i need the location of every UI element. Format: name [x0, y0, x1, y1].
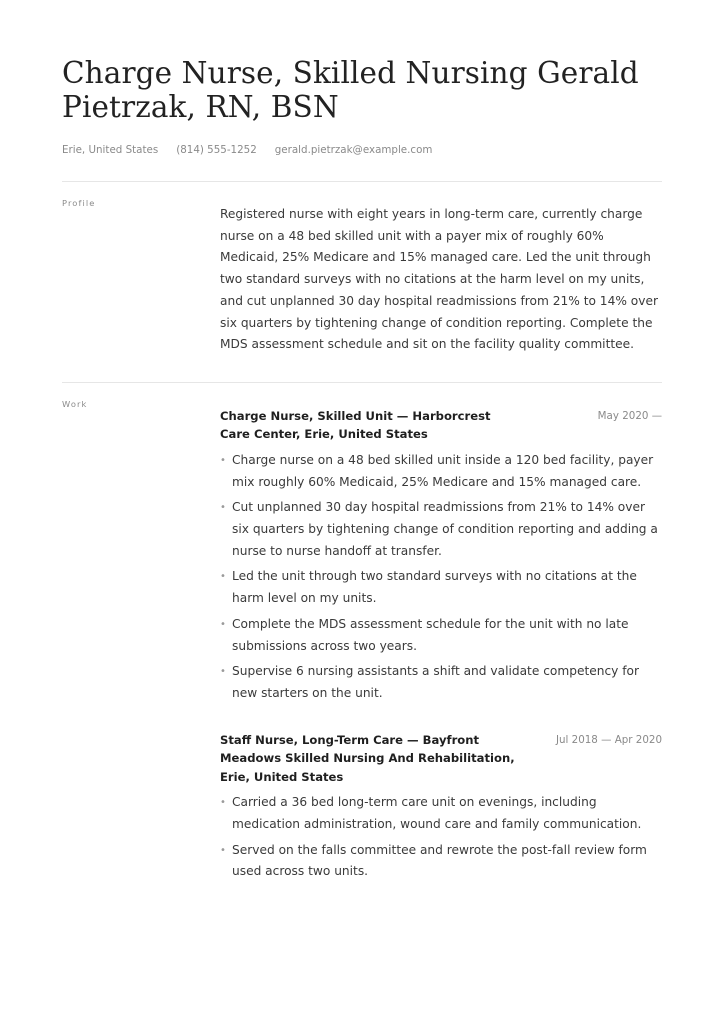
- bullet-dot-icon: •: [220, 844, 226, 856]
- job-bullet: [220, 661, 662, 704]
- job-dates: Jul 2018 — Apr 2020: [555, 733, 662, 746]
- job-bullet-list: [220, 792, 662, 883]
- job-bullet-text: Led the unit through two standard surveys with no citations at the harm level on my units.: [232, 569, 637, 606]
- job-header: [220, 731, 662, 787]
- job-entry: [220, 407, 662, 705]
- work-body: [220, 397, 662, 887]
- contact-line: [62, 143, 662, 157]
- bullet-dot-icon: •: [220, 571, 226, 583]
- location-text: Erie, United States: [62, 144, 159, 156]
- phone-text: (814) 555-1252: [176, 144, 257, 156]
- bullet-dot-icon: •: [220, 797, 226, 809]
- job-bullet-text: Served on the falls committee and rewrote the post-fall review form used across two units.: [232, 842, 647, 879]
- work-section-label: Work: [62, 398, 88, 409]
- profile-text: Registered nurse with eight years in long-term care, currently charge nurse on a 48 bed skilled unit with a payer mix of roughly 60% Medicaid, 25% Medicare and 15% managed care. Led the unit through two standard surveys with no citations at the harm level on my units, and cut unplanned 30 day hospital readmissions from 21% to 14% over six quarters by tightening change of condition reporting. Complete the MDS assessment schedule and sit on the facility quality committee.: [220, 207, 658, 352]
- profile-body: [220, 196, 662, 382]
- job-bullet: [220, 450, 662, 493]
- job-bullet: [220, 497, 662, 562]
- job-header: [220, 407, 662, 444]
- resume-page: [62, 56, 662, 887]
- bullet-dot-icon: •: [220, 454, 226, 466]
- resume-name-heading: Charge Nurse, Skilled Nursing Gerald Pietrzak, RN, BSN: [62, 56, 639, 124]
- bullet-dot-icon: •: [220, 618, 226, 630]
- profile-section-label: Profile: [62, 198, 96, 208]
- job-bullet-list: [220, 450, 662, 705]
- job-bullet: [220, 614, 662, 657]
- work-section: [62, 383, 662, 887]
- job-entry: [220, 731, 662, 883]
- job-bullet-text: Supervise 6 nursing assistants a shift and validate competency for new starters on the unit.: [232, 664, 640, 700]
- job-bullet: [220, 566, 662, 609]
- job-bullet: [220, 840, 662, 883]
- bullet-dot-icon: •: [220, 666, 226, 678]
- profile-section: [62, 182, 662, 382]
- job-bullet-text: Carried a 36 bed long-term care unit on evenings, including medication administration, wound care and family communication.: [232, 795, 642, 831]
- job-bullet-text: Cut unplanned 30 day hospital readmissions from 21% to 14% over six quarters by tightening change of condition reporting and adding a nurse to nurse handoff at transfer.: [232, 500, 658, 558]
- job-bullet-text: Complete the MDS assessment schedule for the unit with no late submissions across two years.: [232, 616, 629, 653]
- job-bullet: [220, 792, 662, 835]
- job-dates: May 2020 —: [597, 409, 662, 422]
- job-bullet-text: Charge nurse on a 48 bed skilled unit inside a 120 bed facility, payer mix roughly 60% Medicaid, 25% Medicare and 15% managed care.: [232, 452, 654, 489]
- email-text: gerald.pietrzak@example.com: [274, 144, 433, 156]
- job-title: Staff Nurse, Long-Term Care — Bayfront Meadows Skilled Nursing And Rehabilitation, Erie, United States: [220, 732, 515, 784]
- job-title: Charge Nurse, Skilled Unit — Harborcrest Care Center, Erie, United States: [220, 408, 491, 442]
- bullet-dot-icon: •: [220, 502, 226, 514]
